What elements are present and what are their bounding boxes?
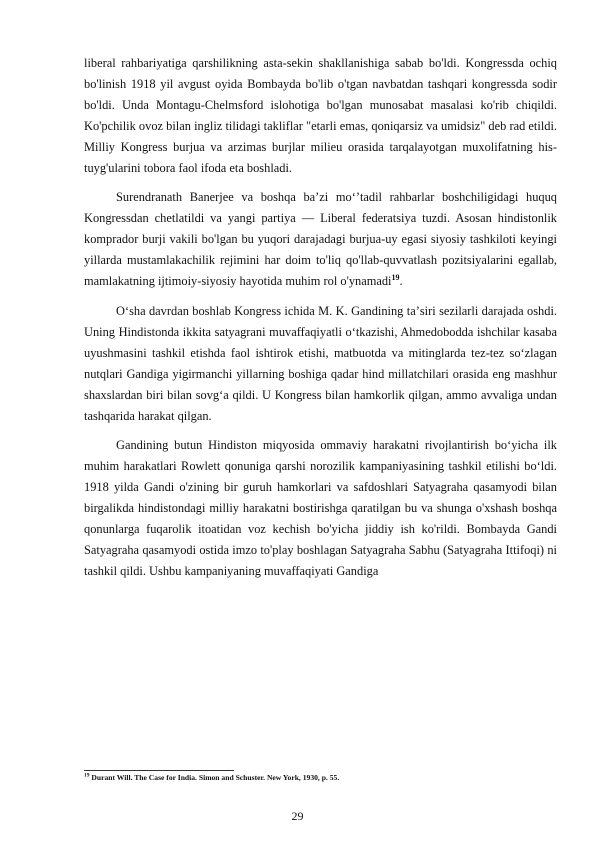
footnote xyxy=(84,773,557,783)
paragraph-2-end: . xyxy=(399,274,403,289)
paragraph-2-text: Surendranath Banerjee va boshqa baʼzi moʻʼtadil rahbarlar boshchiligidagi huquq Kongressdan chetlatildi va yangi partiya — Liberal federatsiya tuzdi. Asosan hindistonlik komprador burji vakili bo'lgan bu yuqori darajadagi burjua-uy egasi siyosiy tashkiloti keyingi yillarda mustamlakachilik rejimini har doim to'liq qo'llab-quvvatlash pozitsiyalarini egallab, mamlakatning ijtimoiy-siyosiy hayotida muhim rol o'ynamadi xyxy=(84,190,557,289)
paragraph-1: liberal rahbariyatiga qarshilikning asta-sekin shakllanishiga sabab bo'ldi. Kongressda ochiq bo'linish 1918 yil avgust oyida Bombayda bo'lib o'tgan navbatdan tashqari kongressda sodir bo'ldi. Unda Montagu-Chelmsford islohotiga bo'lgan munosabat masalasi ko'rib chiqildi. Ko'pchilik ovoz bilan ingliz tilidagi takliflar "etarli emas, qoniqarsiz va umidsiz" deb rad etildi. Milliy Kongress burjua va arzimas burjlar milieu orasida tarqalayotgan muxolifatning his-tuyg'ularini tobora faol ifoda eta boshladi. xyxy=(84,56,557,176)
paragraph-2 xyxy=(84,187,557,292)
paragraph-4: Gandining butun Hindiston miqyosida ommaviy harakatni rivojlantirish boʻyicha ilk muhim harakatlari Rowlett qonuniga qarshi norozilik kampaniyasining tashkil etilishi boʻldi. 1918 yilda Gandi o'zining bir guruh hamkorlari va safdoshlari Satyagraha qasamyodi bilan birgalikda hindistondagi milliy harakatni bostirishga qaratilgan bu va shunga o'xshash boshqa qonunlarga fuqarolik itoatidan voz kechish bo'yicha jiddiy ish ko'rildi. Bombayda Gandi Satyagraha qasamyodi ostida imzo to'play boshlagan Satyagraha Sabhu (Satyagraha Ittifoqi) ni tashkil qildi. Ushbu kampaniyaning muvaffaqiyati Gandiga xyxy=(84,437,557,579)
page-body xyxy=(84,53,557,582)
footnote-number: 19 xyxy=(84,772,90,779)
footnote-divider xyxy=(84,770,234,771)
footnote-text: Durant Will. The Case for India. Simon and Schuster. New York, 1930, p. 55. xyxy=(89,773,340,782)
paragraph-3: Oʻsha davrdan boshlab Kongress ichida M. K. Gandining taʼsiri sezilarli darajada oshdi. Uning Hindistonda ikkita satyagrani muvaffaqiyatli oʻtkazishi, Ahmedobodda ishchilar kasaba uyushmasini tashkil etishda faol ishtirok etishi, matbuotda va mitinglarda tez-tez soʻzlagan nutqlari Gandiga yigirmanchi yillarning boshiga qadar hind millatchilari orasida eng mashhur shaxslardan biri bilan sovgʻa qildi. U Kongress bilan hamkorlik qilgan, ammo avvaliga undan tashqarida harakat qilgan. xyxy=(84,303,557,423)
footnote-reference[interactable]: 19 xyxy=(391,273,400,283)
page-number: 29 xyxy=(291,809,304,823)
